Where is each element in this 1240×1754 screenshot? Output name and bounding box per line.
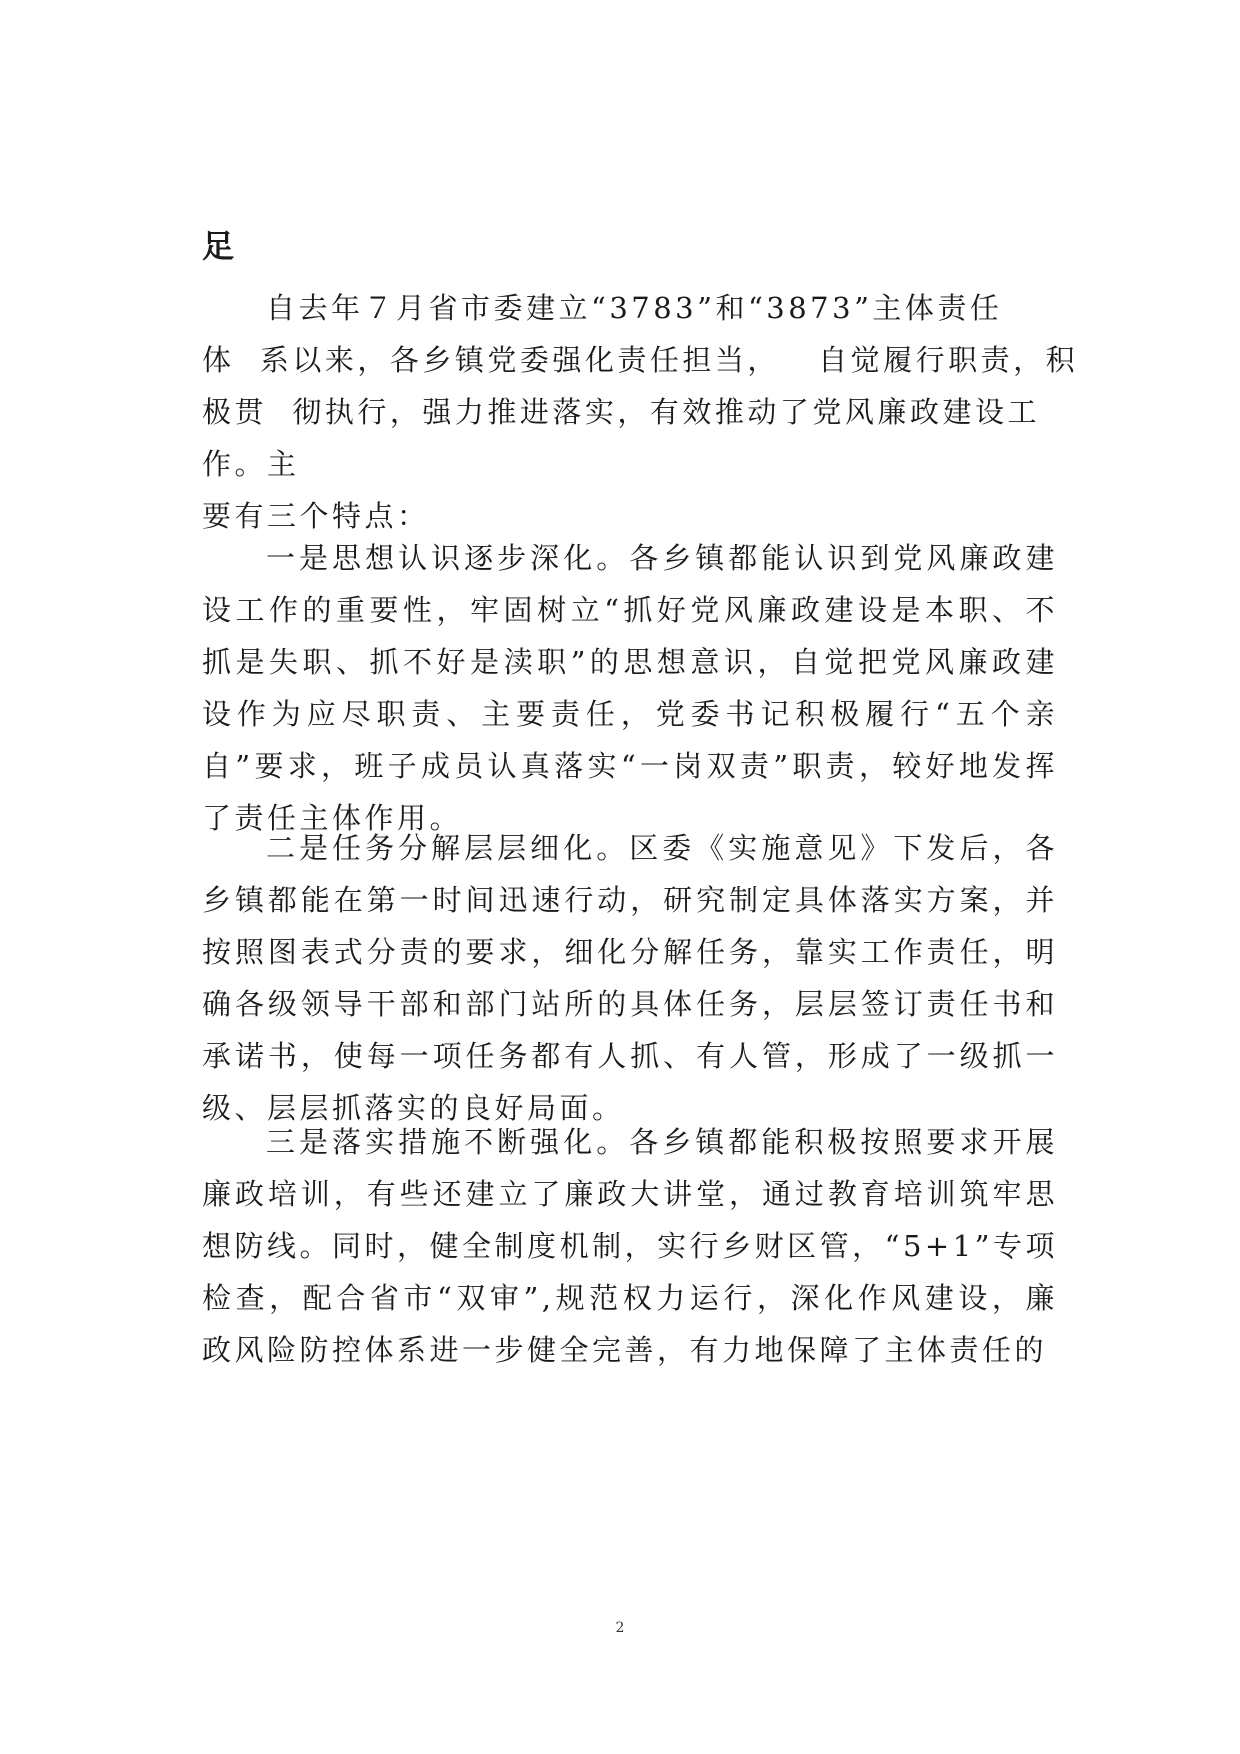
heading-fragment: 足 [202, 227, 235, 265]
intro-line-1: 自去年７月省市委建立“3783”和“3873”主体责任 [266, 291, 1003, 325]
intro-line-4: 作。主 [202, 447, 300, 481]
intro-line-3: 极贯 彻执行，强力推进落实，有效推动了党风廉政建设工 [202, 395, 1040, 429]
intro-paragraph [202, 282, 1079, 542]
intro-line-5: 要有三个特点： [202, 499, 430, 533]
paragraph-task-breakdown: 二是任务分解层层细化。区委《实施意见》下发后，各乡镇都能在第一时间迅速行动，研究制定具体落实方案，并按照图表式分责的要求，细化分解任务，靠实工作责任，明确各级领导干部和部门站所的具体任务，层层签订责任书和承诺书，使每一项任务都有人抓、有人管，形成了一级抓一级、层层抓落实的良好局面。 [202, 831, 1058, 1125]
page-number: 2 [615, 1620, 625, 1636]
paragraph-thought-awareness: 一是思想认识逐步深化。各乡镇都能认识到党风廉政建设工作的重要性，牢固树立“抓好党风廉政建设是本职、不抓是失职、抓不好是渎职”的思想意识，自觉把党风廉政建设作为应尽职责、主要责任，党委书记积极履行“五个亲自”要求，班子成员认真落实“一岗双责”职责，较好地发挥了责任主体作用。 [202, 541, 1058, 835]
intro-line-2: 体 系以来，各乡镇党委强化责任担当， 自觉履行职责，积 [202, 343, 1079, 377]
paragraph-measures: 三是落实措施不断强化。各乡镇都能积极按照要求开展廉政培训，有些还建立了廉政大讲堂，通过教育培训筑牢思想防线。同时，健全制度机制，实行乡财区管，“5+1”专项检查，配合省市“双审”,规范权力运行，深化作风建设，廉政风险防控体系进一步健全完善，有力地保障了主体责任的 [202, 1125, 1058, 1367]
